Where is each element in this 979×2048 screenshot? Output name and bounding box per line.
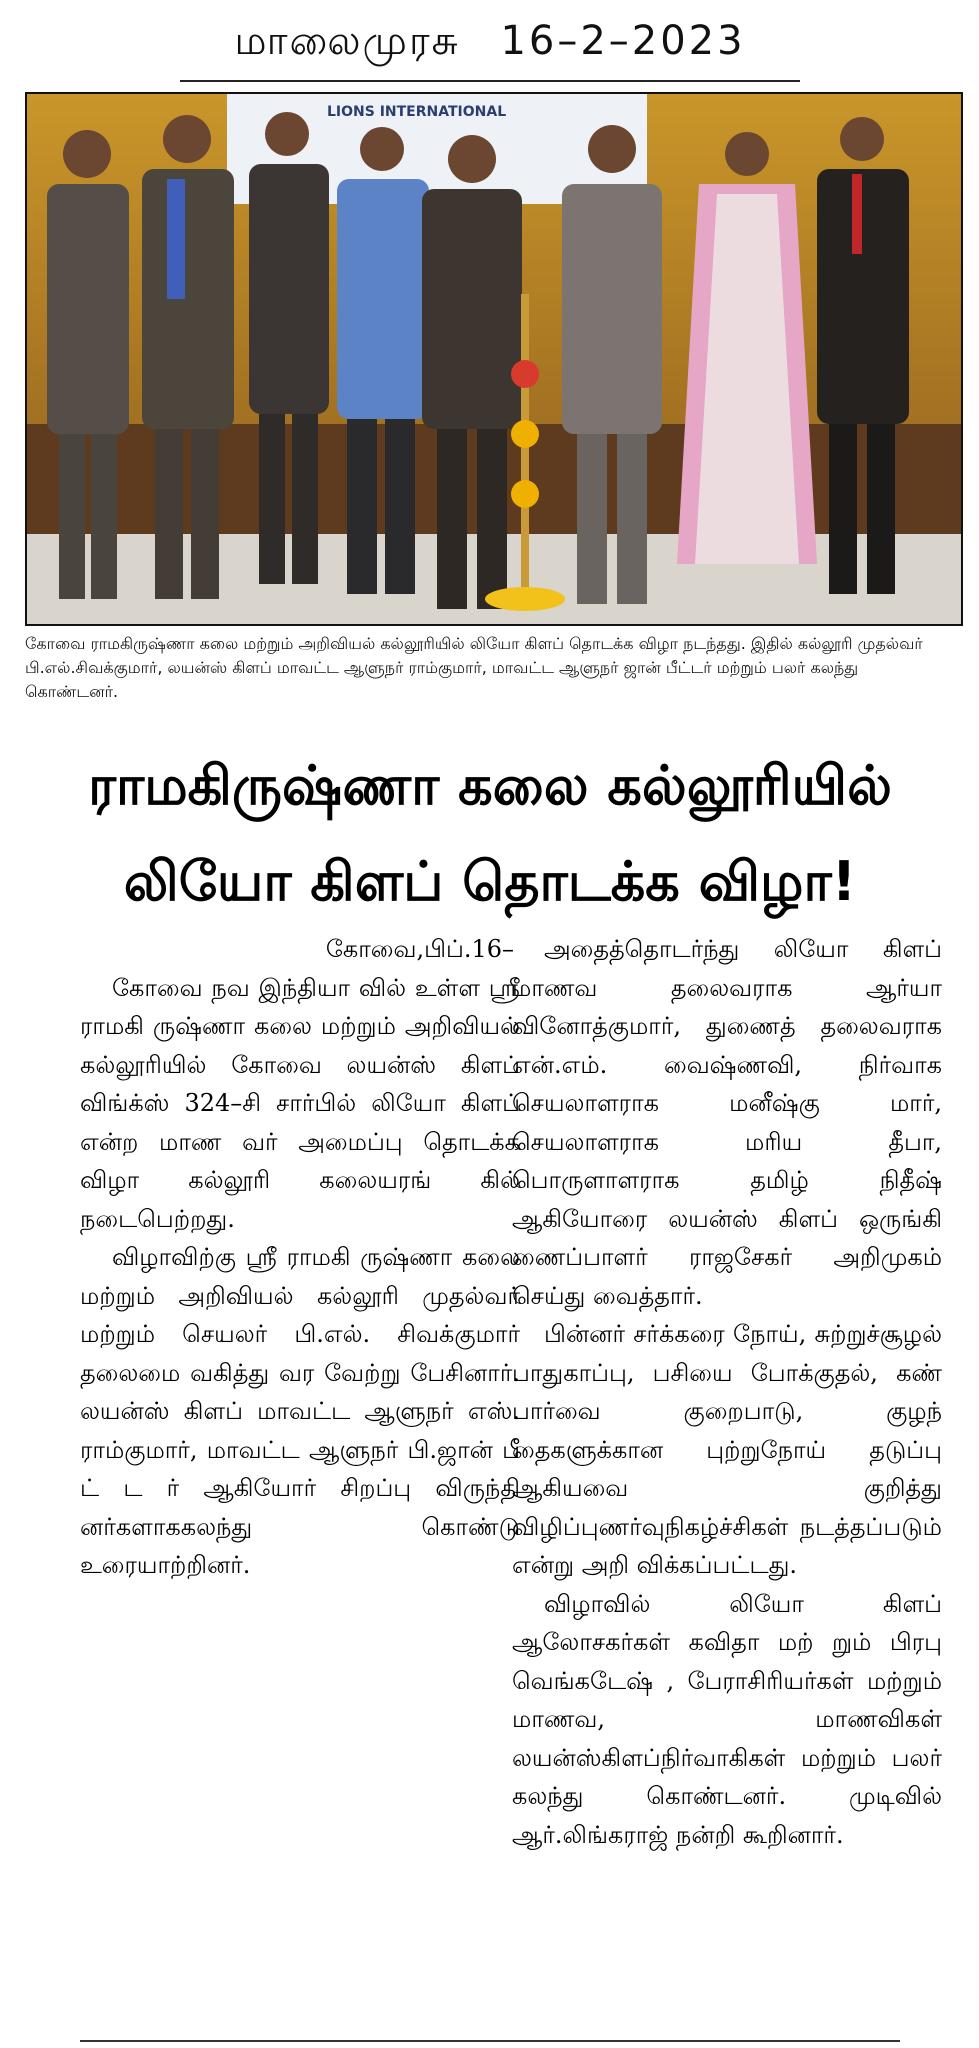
banner-text: LIONS INTERNATIONAL [327,104,507,120]
photo-caption: கோவை ராமகிருஷ்ணா கலை மற்றும் அறிவியல் கல்லூரியில் லியோ கிளப் தொடக்க விழா நடந்தது. இதில் கல்லூரி முதல்வர் பி.எல்.சிவக்குமார், லயன்ஸ் கிளப் மாவட்ட ஆளுநர் ராம்குமார், மாவட்ட ஆளுநர் ஜான் பீட்டர் மற்றும் பலர் கலந்து கொண்டனர். [25,634,923,701]
event-photo-illustration [27,94,961,624]
headline-line-2: லியோ கிளப் தொடக்க விழா! [123,850,857,913]
paragraph-1: கோவை நவ இந்தியா வில் உள்ள ஸ்ரீ ராமகி ருஷ்ணா கலை மற்றும் அறிவியல் கல்லூரியில் கோவை லயன்ஸ் கிளப் விங்க்ஸ் 324–சி சார்பில் லியோ கிளப் என்ற மாண வர் அமைப்பு தொடக்க விழா கல்லூரி கலையரங் கில் நடைபெற்றது. [80,973,520,1233]
headline-line-1: ராமகிருஷ்ணா கலை கல்லூரியில் [88,754,892,817]
bottom-divider [80,2040,900,2042]
paragraph-3: அதைத்தொடர்ந்து லியோ கிளப் மாணவ தலைவராக ஆர்யா வினோத்குமார், துணைத் தலைவராக என்.எம். வைஷ்ணவி, நிர்வாக செயலாளராக மனீஷ்கு மார், செயலாளராக மரிய தீபா, பொருளாளராக தமிழ் நிதீஷ் ஆகியோரை லயன்ஸ் கிளப் ஒருங்கி ணைப்பாளர் ராஜசேகர் அறிமுகம் செய்து வைத்தார். [512,935,942,1310]
newspaper-name: மாலைமுரசு [234,18,460,64]
masthead [180,18,800,78]
article-column-right [512,930,942,1854]
article-column-left [80,930,520,1585]
dateline: கோவை,பிப்.16– [325,935,514,963]
paragraph-2: விழாவிற்கு ஸ்ரீ ராமகி ருஷ்ணா கலை மற்றும் அறிவியல் கல்லூரி முதல்வர் மற்றும் செயலர் பி.எல். சிவக்குமார் தலைமை வகித்து வர வேற்று பேசினார். லயன்ஸ் கிளப் மாவட்ட ஆளுநர் எஸ். ராம்குமார், மாவட்ட ஆளுநர் பி.ஜான் பீ ட் ட ர் ஆகியோர் சிறப்பு விருந்தி னர்களாககலந்து கொண்டு உரையாற்றினர். [80,1243,520,1579]
paragraph-4: பின்னர் சர்க்கரை நோய், சுற்றுச்சூழல் பாதுகாப்பு, பசியை போக்குதல், கண் பார்வை குறைபாடு, குழந் தைகளுக்கான புற்றுநோய் தடுப்பு ஆகியவை குறித்து விழிப்புணர்வுநிகழ்ச்சிகள் நடத்தப்படும் என்று அறி விக்கப்பட்டது. [512,1320,942,1579]
headline [20,738,960,930]
masthead-divider [180,80,800,82]
event-photo [25,92,963,626]
publication-date: 16–2–2023 [500,18,746,64]
paragraph-5: விழாவில் லியோ கிளப் ஆலோசகர்கள் கவிதா மற் றும் பிரபு வெங்கடேஷ் , பேராசிரியர்கள் மற்றும் மாணவ, மாணவிகள் லயன்ஸ்கிளப்நிர்வாகிகள் மற்றும் பலர் கலந்து கொண்டனர். முடிவில் ஆர்.லிங்கராஜ் நன்றி கூறினார். [512,1589,942,1849]
